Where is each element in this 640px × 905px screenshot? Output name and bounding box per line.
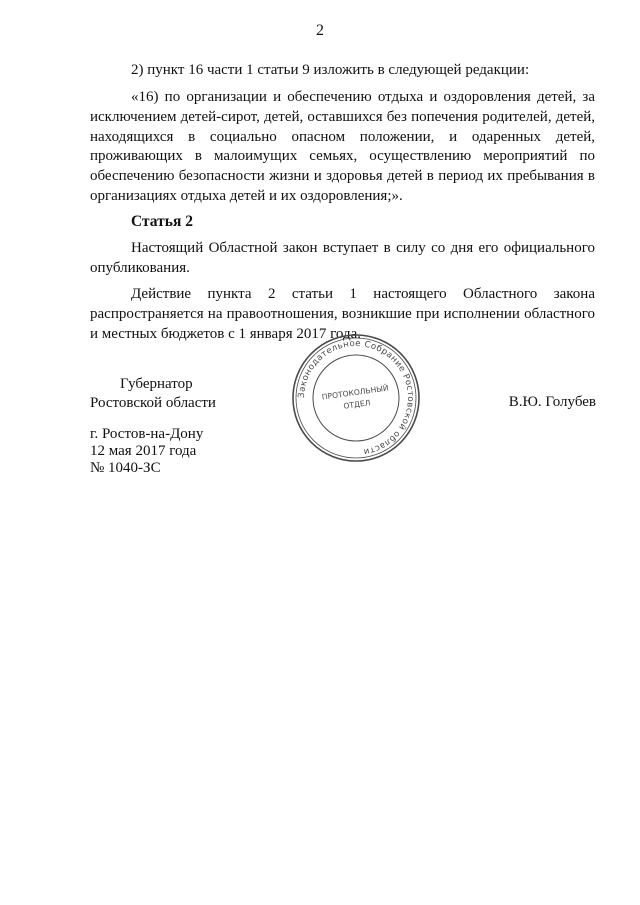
seal-outer-text: Законодательное Собрание Ростовской области bbox=[296, 338, 416, 457]
paragraph-text: «16) по организации и обеспечению отдыха и оздоровления детей, за исключением детей-сирот, детей, оставшихся без попечения родителей, детей, находящихся в социально опасном положении, и одаренных детей, проживающих в малоимущих семьях, осуществлению мероприятий по обеспечению безопасности жизни и здоровья детей в период их пребывания в организациях отдыха детей и их оздоровления;». bbox=[90, 89, 595, 204]
signatory-title-line1: Губернатор bbox=[120, 376, 193, 392]
article-heading: Статья 2 bbox=[131, 213, 193, 230]
seal-stamp-graphic bbox=[290, 332, 422, 464]
official-seal bbox=[290, 332, 422, 464]
paragraph-item-quote bbox=[90, 88, 595, 207]
article2-paragraph-1 bbox=[90, 239, 595, 279]
paragraph-item-intro bbox=[90, 61, 595, 81]
place-date-number bbox=[90, 426, 203, 477]
date-line: 12 мая 2017 года bbox=[90, 443, 197, 459]
svg-text:Законодательное Собрание Росто bbox=[297, 339, 415, 457]
paragraph-text: Действие пункта 2 статьи 1 настоящего Областного закона распространяется на правоотношения, возникшие при исполнении областного и местных бюджетов с 1 января 2017 года. bbox=[90, 286, 595, 342]
seal-inner-line1: ПРОТОКОЛЬНЫЙ bbox=[321, 383, 390, 402]
seal-inner-line2: ОТДЕЛ bbox=[342, 398, 371, 411]
signatory-title-line2: Ростовской области bbox=[90, 395, 216, 411]
city-line: г. Ростов-на-Дону bbox=[90, 426, 204, 442]
law-number-line: № 1040-ЗС bbox=[90, 460, 161, 476]
signatory-title bbox=[90, 375, 220, 413]
paragraph-text: 2) пункт 16 части 1 статьи 9 изложить в следующей редакции: bbox=[131, 62, 530, 78]
paragraph-text: Настоящий Областной закон вступает в силу со дня его официального опубликования. bbox=[90, 240, 595, 276]
page-number: 2 bbox=[316, 22, 324, 39]
signatory-name: В.Ю. Голубев bbox=[508, 394, 596, 410]
